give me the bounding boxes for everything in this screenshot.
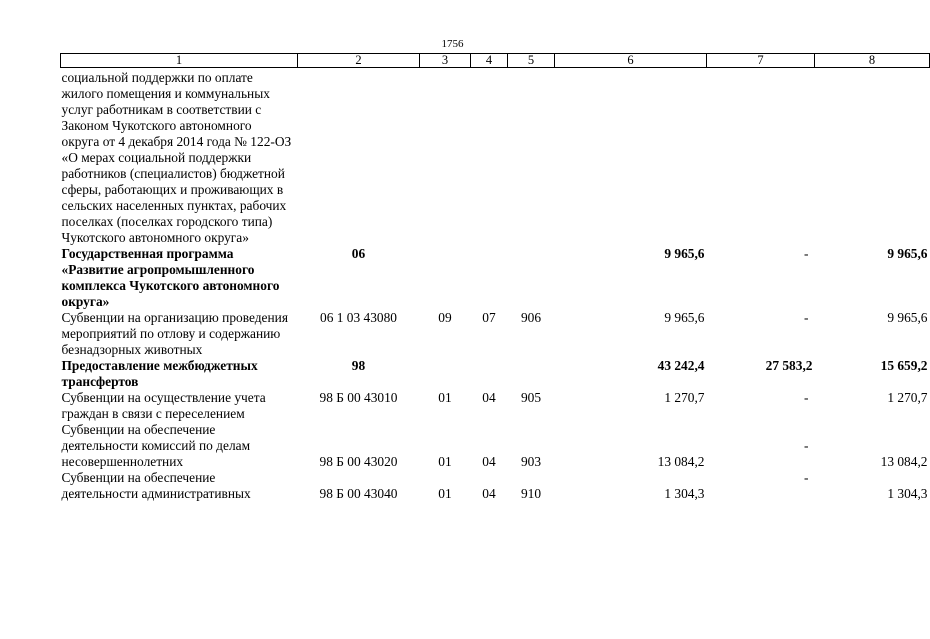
table-row: [61, 310, 930, 358]
row-col5: [508, 358, 555, 390]
table-row: [61, 470, 930, 502]
column-header-3: 3: [420, 54, 471, 68]
row-col8: [815, 68, 930, 247]
table-row: [61, 390, 930, 422]
column-header-6: 6: [555, 54, 707, 68]
table-row: [61, 246, 930, 310]
row-name: Государственная программа «Развитие агропромышленного комплекса Чукотского автономного округа»: [61, 246, 280, 309]
row-col4: 04: [482, 390, 496, 405]
row-col3: 01: [438, 454, 452, 469]
row-col8: 1 270,7: [887, 390, 928, 405]
table-row: [61, 422, 930, 470]
column-header-7: 7: [707, 54, 815, 68]
row-name: Субвенции на осуществление учета граждан в связи с переселением: [61, 390, 266, 421]
row-total: 1 304,3: [664, 486, 705, 501]
row-col7: -: [804, 438, 809, 453]
row-col4: [471, 358, 508, 390]
row-total: 13 084,2: [657, 454, 705, 469]
row-col3: 01: [438, 390, 452, 405]
row-code: 06: [351, 246, 366, 261]
row-col4: 07: [482, 310, 496, 325]
row-col8: 1 304,3: [887, 486, 928, 501]
row-col4: 04: [482, 454, 496, 469]
row-code: 98 Б 00 43010: [319, 390, 398, 405]
table-row: [61, 358, 930, 390]
row-code: 98: [351, 358, 366, 373]
row-col8: 15 659,2: [880, 358, 928, 373]
row-col4: [471, 246, 508, 310]
row-total: [555, 68, 707, 247]
row-col7: -: [804, 246, 809, 261]
row-code: [298, 68, 420, 247]
row-col4: [471, 68, 508, 247]
row-col7: 27 583,2: [765, 358, 813, 373]
row-name: Субвенции на организацию проведения мероприятий по отлову и содержанию безнадзорных животных: [61, 310, 288, 357]
page-number: 1756: [441, 38, 464, 50]
row-col3: [420, 246, 471, 310]
row-name: Субвенции на обеспечение деятельности комиссий по делам несовершеннолетних: [61, 422, 251, 469]
row-col8: 9 965,6: [887, 246, 928, 261]
row-col7: -: [804, 310, 809, 325]
row-col3: [420, 68, 471, 247]
column-header-8: 8: [815, 54, 930, 68]
column-header-4: 4: [471, 54, 508, 68]
budget-table: [60, 53, 930, 502]
row-code: 98 Б 00 43020: [319, 454, 398, 469]
row-total: 1 270,7: [664, 390, 705, 405]
row-name: социальной поддержки по оплате жилого помещения и коммунальных услуг работникам в соответствии с Законом Чукотского автономного округа от 4 декабря 2014 года № 122-ОЗ «О мерах социальной поддержки работников (специалистов) бюджетной сферы, работающих и проживающих в сельских населенных пунктах, рабочих поселках (поселках городского типа) Чукотского автономного округа»: [61, 70, 292, 245]
row-col8: 9 965,6: [887, 310, 928, 325]
row-col8: 13 084,2: [880, 454, 928, 469]
column-header-5: 5: [508, 54, 555, 68]
row-col3: 09: [438, 310, 452, 325]
row-col7: -: [804, 470, 809, 485]
row-col5: 905: [520, 390, 542, 405]
row-total: 9 965,6: [664, 246, 705, 261]
row-total: 9 965,6: [664, 310, 705, 325]
row-col4: 04: [482, 486, 496, 501]
row-col5: 910: [520, 486, 542, 501]
row-col7: -: [804, 390, 809, 405]
row-col7: [707, 68, 815, 247]
row-col5: [508, 246, 555, 310]
row-col3: 01: [438, 486, 452, 501]
row-code: 06 1 03 43080: [320, 310, 397, 325]
column-number-row: [61, 54, 930, 68]
row-col5: 906: [520, 310, 542, 325]
row-name: Субвенции на обеспечение деятельности административных: [61, 470, 251, 501]
row-col5: 903: [520, 454, 542, 469]
column-header-2: 2: [298, 54, 420, 68]
row-code: 98 Б 00 43040: [319, 486, 398, 501]
row-total: 43 242,4: [657, 358, 705, 373]
row-col5: [508, 68, 555, 247]
row-col3: [420, 358, 471, 390]
column-header-1: 1: [61, 54, 298, 68]
row-name: Предоставление межбюджетных трансфертов: [61, 358, 258, 389]
table-row: [61, 68, 930, 247]
